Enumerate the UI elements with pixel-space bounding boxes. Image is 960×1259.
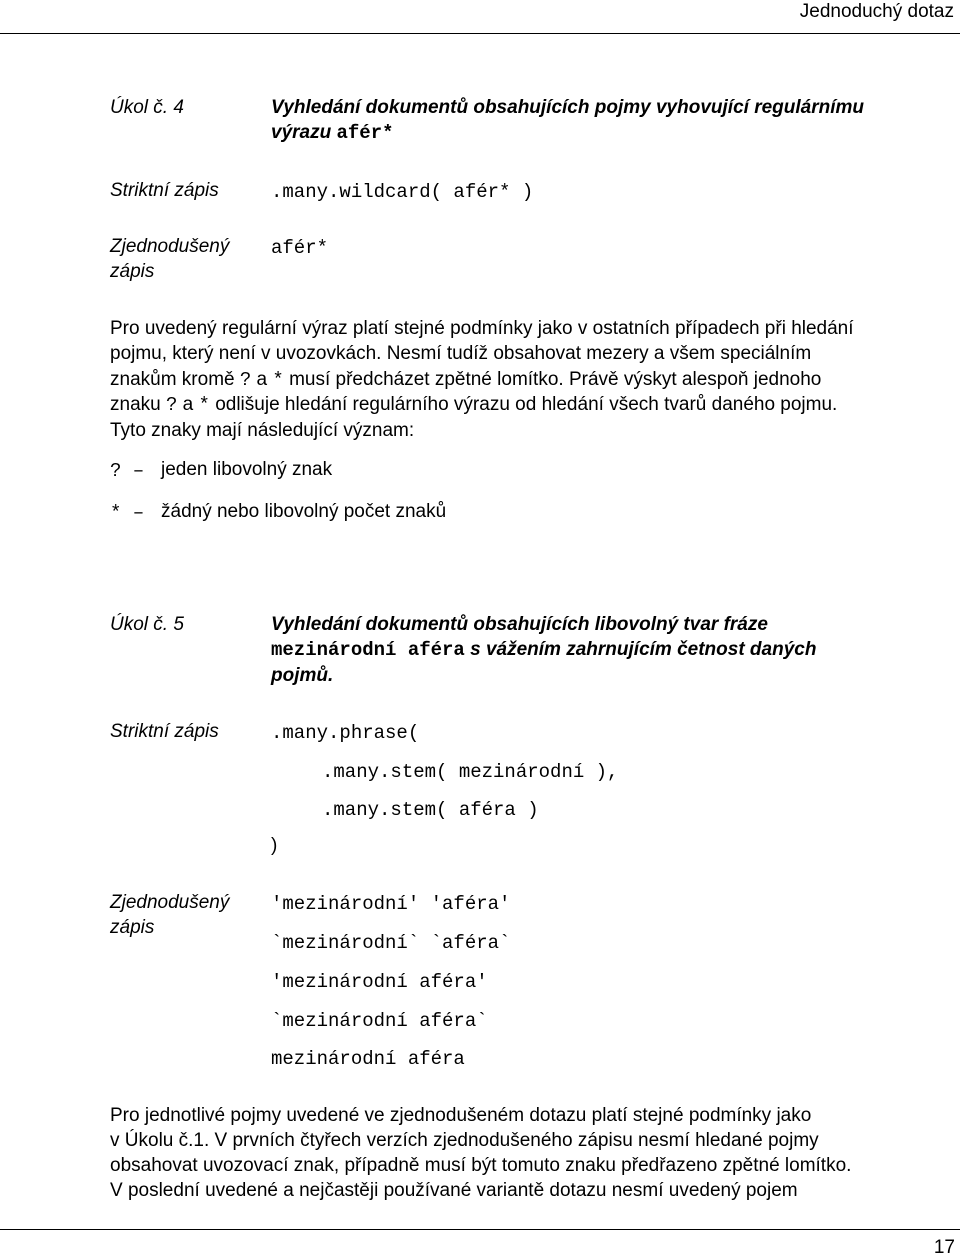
- task5-simple-label-2: zápis: [110, 917, 155, 938]
- task4-para-line5: Tyto znaky mají následující význam:: [110, 420, 415, 441]
- task4-simple-label-2: zápis: [110, 261, 155, 282]
- task4-strict-code: .many.wildcard( afér* ): [271, 181, 534, 203]
- task5-simple-line: mezinárodní aféra: [271, 1048, 465, 1070]
- asterisk-code: *: [272, 369, 284, 391]
- task5-title-line3: pojmů.: [271, 665, 334, 686]
- task5-strict-line: .many.stem( mezinárodní ),: [322, 761, 619, 783]
- page-number: 17: [933, 1237, 955, 1258]
- task5-title-line2: [271, 639, 816, 661]
- task5-simple-line: `mezinárodní` `aféra`: [271, 932, 511, 954]
- task5-strict-line: .many.stem( aféra ): [322, 799, 539, 821]
- task4-simple-code: afér*: [271, 237, 329, 259]
- asterisk-code: *: [198, 394, 210, 416]
- para-text: znakům kromě: [110, 369, 240, 390]
- task4-simple-label-1: Zjednodušený: [110, 236, 230, 257]
- task4-para-line2: pojmu, který není v uvozovkách. Nesmí tudíž obsahovat mezery a všem speciálním: [110, 343, 812, 364]
- task4-title-line1: Vyhledání dokumentů obsahujících pojmy vyhovující regulárnímu: [271, 97, 864, 118]
- task4-para-line4: [110, 392, 837, 419]
- task5-para-line3: obsahovat uvozovací znak, případně musí být tomuto znaku předřazeno zpětné lomítko.: [110, 1155, 852, 1176]
- task5-simple-line: 'mezinárodní aféra': [271, 971, 488, 993]
- def2-text: žádný nebo libovolný počet znaků: [161, 501, 447, 522]
- task4-title-code: afér*: [336, 122, 394, 144]
- para-text: znaku: [110, 394, 166, 415]
- task4-title-line2: [271, 122, 394, 144]
- task5-strict-label: Striktní zápis: [110, 721, 219, 742]
- task5-simple-label-1: Zjednodušený: [110, 892, 230, 913]
- question-mark-code: ?: [239, 369, 252, 391]
- para-text: a: [177, 394, 199, 415]
- task4-para-line3: [110, 367, 821, 394]
- footer-rule: [0, 1229, 960, 1230]
- para-text: odlišuje hledání regulárního výrazu od hledání všech tvarů daného pojmu.: [209, 394, 838, 415]
- def2-symbol: * –: [110, 502, 145, 524]
- task5-simple-line: `mezinárodní aféra`: [271, 1010, 488, 1032]
- header-rule: [0, 33, 960, 34]
- task5-para-line4: V poslední uvedené a nejčastěji používané variantě dotazu nesmí uvedený pojem: [110, 1180, 798, 1201]
- task5-title-code: mezinárodní aféra: [271, 639, 465, 661]
- running-header: Jednoduchý dotaz: [799, 1, 954, 22]
- def1-symbol: ? –: [110, 460, 145, 482]
- task5-para-line1: Pro jednotlivé pojmy uvedené ve zjednodušeném dotazu platí stejné podmínky jako: [110, 1105, 812, 1126]
- def1-text: jeden libovolný znak: [161, 459, 333, 480]
- para-text: musí předcházet zpětné lomítko. Právě výskyt alespoň jednoho: [283, 369, 822, 390]
- task5-label: Úkol č. 5: [110, 614, 184, 635]
- task5-simple-line: 'mezinárodní' 'aféra': [271, 893, 511, 915]
- task4-strict-label: Striktní zápis: [110, 180, 219, 201]
- task5-strict-line: .many.phrase(: [271, 722, 420, 744]
- task5-para-line2: v Úkolu č.1. V prvních čtyřech verzích zjednodušeného zápisu nesmí hledané pojmy: [110, 1130, 819, 1151]
- task4-label: Úkol č. 4: [110, 97, 184, 118]
- task5-title-text: s vážením zahrnujícím četnost daných: [464, 639, 817, 660]
- question-mark-code: ?: [165, 394, 178, 416]
- task4-title-text: výrazu: [271, 122, 337, 143]
- task4-para-line1: Pro uvedený regulární výraz platí stejné podmínky jako v ostatních případech při hledání: [110, 318, 854, 339]
- task5-strict-close-paren: ): [271, 835, 278, 856]
- para-text: a: [251, 369, 273, 390]
- task5-title-line1: Vyhledání dokumentů obsahujících libovolný tvar fráze: [271, 614, 768, 635]
